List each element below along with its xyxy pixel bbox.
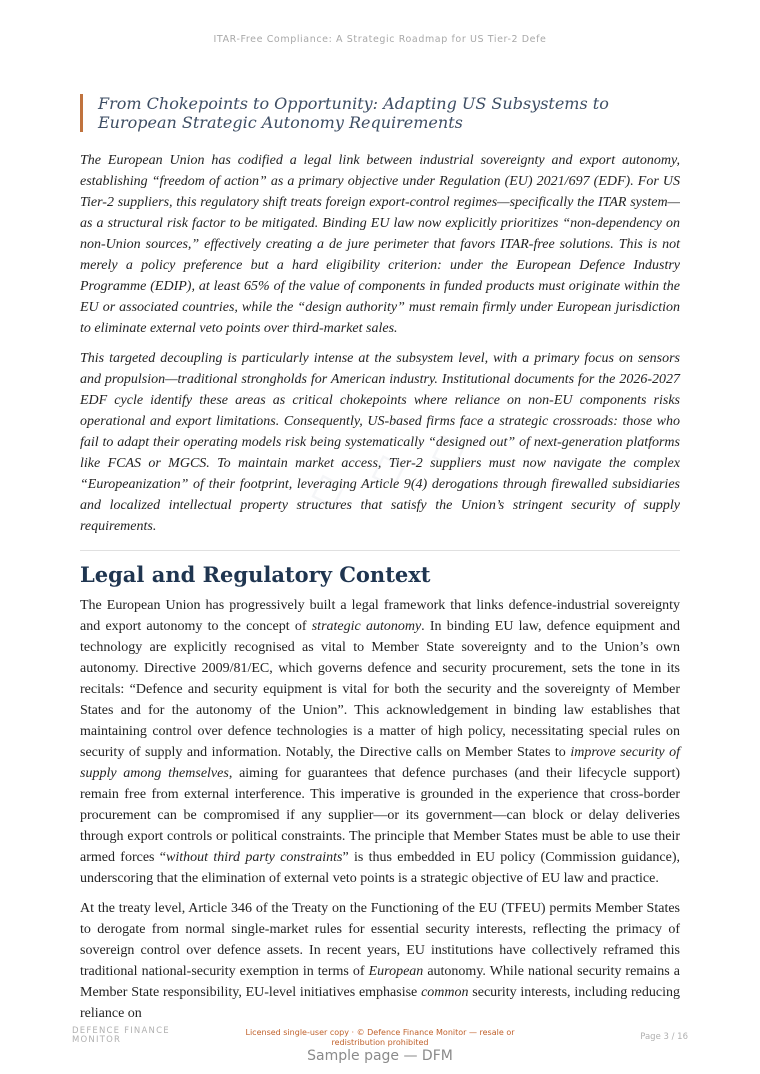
text-run: The European Union has progressively built a legal framework that links defence-industrial sovereignty and export autonomy to the concept of [80, 598, 680, 634]
sample-page-label: Sample page — DFM [307, 1048, 453, 1064]
text-run: At the treaty level, Article 346 of the Treaty on the Functioning of the EU (TFEU) permits Member States to derogate from normal single-market rules for essential security interests, reflecting the primacy of sovereign control over defence assets. In recent years, EU institutions have collectively reframed this traditional national-security exemption in terms of [80, 901, 680, 979]
text-run: . In binding EU law, defence equipment and technology are explicitly recognised as vital to Member State sovereignty and to the Union’s own autonomy. Directive 2009/81/EC, which governs defence and security procurement, sets the tone in its recitals: “Defence and security equipment is vital for both the security and the sovereignty of Member States and for the autonomy of the Union”. This acknowledgement in binding law establishes that maintaining control over defence technologies is a matter of high policy, necessitating special rules on security of supply and information. Notably, the Directive calls on Member States to [80, 619, 680, 760]
intro-paragraph-2: This targeted decoupling is particularly intense at the subsystem level, with a primary focus on sensors and propulsion—traditional strongholds for American industry. Institutional documents for the 2026-2027 EDF cycle identify these areas as critical chokepoints where reliance on non-EU components risks operational and export limitations. Consequently, US-based firms face a strategic crossroads: those who fail to adapt their operating models risk being systematically “designed out” of next-generation platforms like FCAS or MGCS. To maintain market access, Tier-2 suppliers must now navigate the complex “Europeanization” of their footprint, leveraging Article 9(4) derogations through firewalled subsidiaries and localized intellectual property structures that satisfy the Union’s stringent security of supply requirements. [80, 351, 680, 534]
page-number: Page 3 / 16 [640, 1032, 688, 1042]
footer-brand-line-2: MONITOR [72, 1035, 122, 1045]
text-run: security interests, including reducing reliance on [80, 985, 681, 1021]
emphasis-text: improve security of supply among themselves [80, 745, 680, 781]
emphasis-text: strategic autonomy [311, 619, 422, 634]
document-body [80, 150, 680, 1033]
pull-quote [80, 94, 680, 132]
emphasis-text: common [421, 985, 469, 1000]
footer-brand [72, 1027, 170, 1045]
footer-brand-line-1: DEFENCE FINANCE [72, 1026, 170, 1036]
running-header: ITAR-Free Compliance: A Strategic Roadmap for US Tier-2 Defe [213, 34, 547, 45]
section-divider [80, 550, 680, 551]
intro-paragraph-1: The European Union has codified a legal link between industrial sovereignty and export autonomy, establishing “freedom of action” as a primary objective under Regulation (EU) 2021/697 (EDF). For US Tier-2 suppliers, this regulatory shift treats foreign export-control regimes—specifically the ITAR system—as a structural risk factor to be mitigated. Binding EU law now explicitly prioritizes “non-dependency on non-Union sources,” effectively creating a de jure perimeter that favors ITAR-free solutions. This is not merely a policy preference but a hard eligibility criterion: under the European Defence Industry Programme (EDIP), at least 65% of the value of components in funded products must originate within the EU or associated countries, while the “design authority” must remain firmly under European jurisdiction to eliminate external veto points over third-market sales. [80, 153, 680, 336]
body-paragraph-1 [80, 595, 680, 889]
emphasis-text: European [368, 964, 424, 979]
section-heading: Legal and Regulatory Context [80, 562, 431, 587]
license-notice: Licensed single-user copy · © Defence Finance Monitor — resale or redistribution prohibited [245, 1028, 515, 1047]
pull-quote-text: From Chokepoints to Opportunity: Adapting US Subsystems to European Strategic Autonomy Requirements [98, 94, 609, 132]
watermark: ◇ ◇ ◇ [301, 415, 479, 519]
text-run: ” is thus embedded in EU policy (Commission guidance), underscoring that the elimination of external veto points is a strategic objective of EU law and practice. [80, 850, 680, 886]
emphasis-text: without third party constraints [166, 850, 343, 865]
body-paragraph-2 [80, 898, 680, 1024]
text-run: , aiming for guarantees that defence purchases (and their lifecycle support) remain free from external interference. This imperative is grounded in the experience that cross-border procurement can be compromised if any supplier—or its government—can block or delay deliveries through export controls or political constraints. The principle that Member States must be able to use their armed forces “ [80, 766, 680, 865]
text-run: autonomy. While national security remains a Member State responsibility, EU-level initiatives emphasise [80, 964, 680, 1000]
